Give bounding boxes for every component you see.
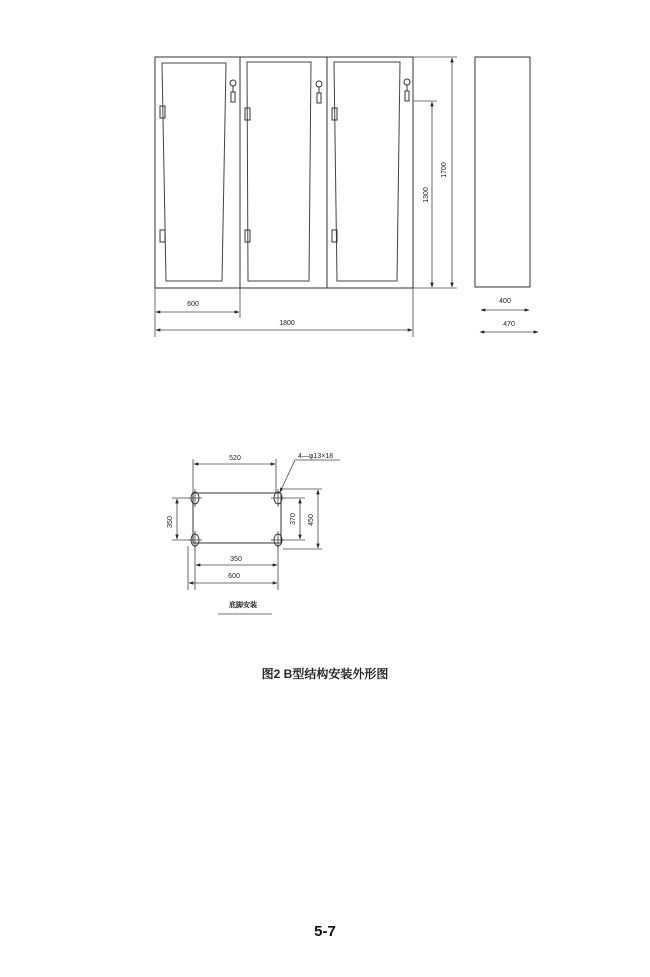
page-number: 5-7 bbox=[314, 923, 336, 940]
cabinet-outline bbox=[155, 57, 413, 288]
side-outline bbox=[475, 57, 530, 287]
base-frame bbox=[193, 493, 281, 543]
mounting-hole bbox=[188, 489, 202, 507]
dim-bottom-inner: 350 bbox=[230, 556, 242, 563]
dim-door-height: 1300 bbox=[423, 187, 430, 203]
dim-total-height: 1700 bbox=[441, 162, 448, 178]
dim-total-width: 1800 bbox=[279, 320, 295, 327]
dim-top: 520 bbox=[229, 455, 241, 462]
dim-inner-height: 370 bbox=[290, 513, 297, 525]
side-view bbox=[475, 57, 538, 332]
dim-left: 350 bbox=[167, 516, 174, 528]
dim-panel-width: 600 bbox=[187, 301, 199, 308]
door-panel-3 bbox=[334, 62, 400, 281]
dim-bottom-outer: 600 bbox=[228, 573, 240, 580]
door-handle bbox=[230, 80, 236, 102]
figure-caption: 图2 B型结构安装外形图 bbox=[261, 667, 389, 681]
dim-outer-height: 450 bbox=[308, 514, 315, 526]
dim-holes: 4—φ13×18 bbox=[298, 453, 334, 460]
door-handle bbox=[404, 79, 410, 101]
dim-depth: 400 bbox=[499, 298, 511, 305]
door-panel-2 bbox=[247, 62, 311, 281]
hinge bbox=[160, 230, 165, 242]
base-plan-label: 底脚安装 bbox=[229, 602, 257, 609]
front-view bbox=[155, 57, 457, 337]
door-panel-1 bbox=[162, 63, 226, 281]
dim-depth-overall: 470 bbox=[503, 321, 515, 328]
door-handle bbox=[316, 81, 322, 103]
base-plan bbox=[167, 453, 340, 614]
mounting-hole bbox=[271, 489, 285, 507]
